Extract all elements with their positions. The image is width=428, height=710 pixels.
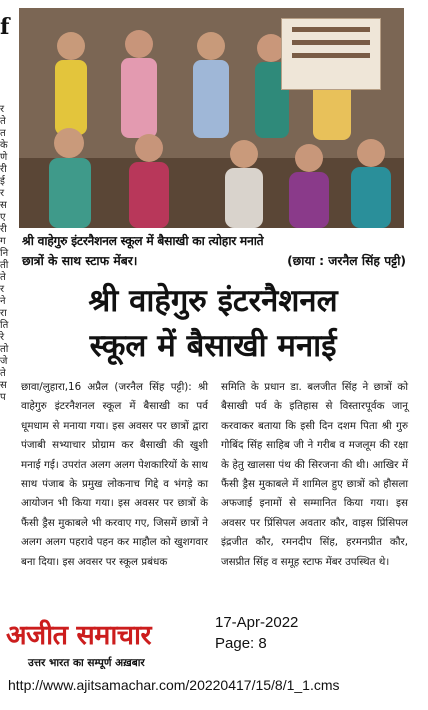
left-clipped-char: स [0,200,7,211]
left-clipped-char: ने [0,296,6,307]
left-clipped-char: ते [0,368,6,379]
photo-caption [22,231,406,271]
group-photo [19,8,404,228]
left-clipped-char: ते [0,272,6,283]
left-clipped-char: तो [0,344,9,355]
page-number: Page: 8 [215,635,267,652]
left-clipped-char: त [0,128,6,139]
left-clipped-char: र [0,188,5,199]
left-clipped-char: ति [0,320,9,331]
newspaper-logo: अजीत समाचार [6,620,152,651]
caption-line-2: छात्रों के साथ स्टाफ मेंबर। [22,254,138,268]
left-clipped-char: ग [0,236,6,247]
left-clipped-column [0,0,11,590]
source-url[interactable]: http://www.ajitsamachar.com/20220417/15/8/1_1.cms [8,677,340,693]
photo-banner [281,18,381,90]
left-clipped-char: र [0,104,5,115]
article-column-left: छावा/लुहारा,16 अप्रैल (जरनैल सिंह पट्टी): श्री वाहेगुरु इंटरनैशनल स्कूल में बैसाखी का पर्व धूमधाम से मनाया गया। इस अवसर पर छात्रों द्वारा पंजाबी सभ्याचार प्रोग्राम कर बैसाखी की खुशी मनाई गई। उपरांत अलग अलग पेशकारियों के साथ साथ पंजाब के प्रमुख लोकनाच गिद्दे व भंगड़े का आयोजन भी किया गया। इस अवसर पर छात्रों के फैंसी ड्रैस मुकाबले भी करवाए गए, जिसमें छात्रों ने अलग अलग पहरावे पहन कर माहौल को खुशगवार बना दिया। इस अवसर पर स्कूल प्रबंधक [21,381,208,568]
caption-line-1: श्री वाहेगुरु इंटरनैशनल स्कूल में बैसाखी का त्योहार मनाते [22,234,264,248]
headline-line-2: स्कूल में बैसाखी मनाई [89,328,337,364]
left-clipped-char: स [0,380,7,391]
caption-line-2-row [22,251,406,271]
left-clipped-char: री [0,224,7,235]
headline-line-1: श्री वाहेगुरु इंटरनैशनल [88,283,338,319]
article-column-right: समिति के प्रधान डा. बलजीत सिंह ने छात्रों को बैसाखी पर्व के इतिहास से विस्तारपूर्वक जानू करवाकर बताया कि इसी दिन दशम पिता श्री गुरु गोबिंद सिंह साहिब जी ने गरीब व मजलूम की रक्षा के हेतु खालसा पंथ की सिरजना की थी। आखिर में फैंसी ड्रैस मुकाबले में शामिल हुए छात्रों को हौसला अफजाई इनामों से सम्मानित किया गया। इस अवसर पर प्रिंसिपल अवतार कौर, वाइस प्रिंसिपल इंद्रजीत कौर, रमनदीप सिंह, हरमनप्रीत कौर, जसप्रीत सिंह व समूह स्टाफ मेंबर उपस्थित थे। [221,381,408,568]
left-clipped-char: र [0,284,5,295]
left-clipped-letter: f [0,14,10,40]
left-clipped-char: ए [0,212,6,223]
left-clipped-char: ई [0,176,5,187]
photo-credit: (छाया : जरनैल सिंह पट्टी) [287,254,406,268]
issue-date: 17-Apr-2022 [215,614,299,631]
left-clipped-char: रे [0,332,5,343]
left-clipped-char: प [0,392,6,403]
left-clipped-char: ते [0,116,6,127]
left-clipped-char: के [0,140,8,151]
left-clipped-char: री [0,164,7,175]
left-clipped-char: रा [0,308,7,319]
left-clipped-text [0,104,11,404]
left-clipped-char: नि [0,248,9,259]
newspaper-tagline: उत्तर भारत का सम्पूर्ण अख़बार [28,657,145,669]
left-clipped-char: णे [0,152,8,163]
left-clipped-char: ती [0,260,9,271]
left-clipped-char: जे [0,356,8,367]
